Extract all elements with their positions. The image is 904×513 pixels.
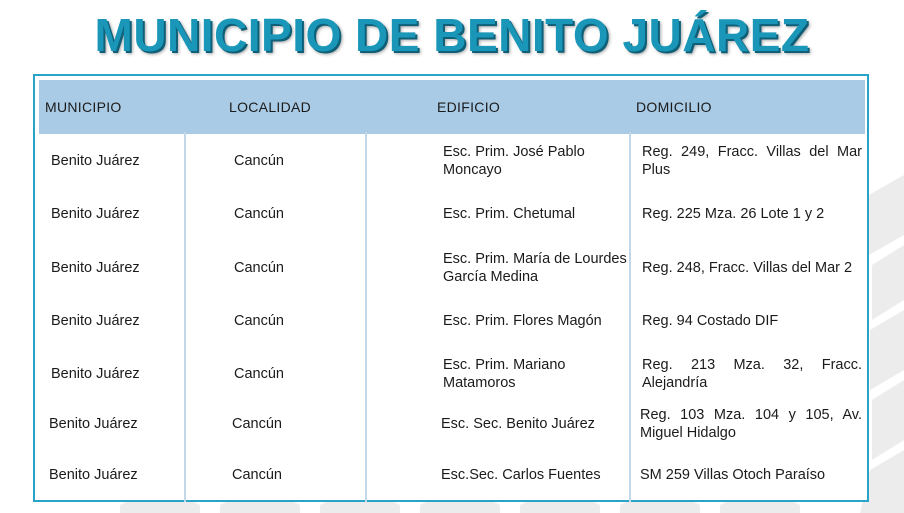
cell-edificio: Esc. Prim. José Pablo Moncayo xyxy=(443,144,585,178)
cell-localidad: Cancún xyxy=(232,467,282,483)
cell-localidad: Cancún xyxy=(234,366,284,382)
table-row xyxy=(35,296,867,346)
cell-localidad: Cancún xyxy=(234,153,284,169)
cell-localidad: Cancún xyxy=(234,313,284,329)
cell-municipio: Benito Juárez xyxy=(51,206,140,222)
cell-municipio: Benito Juárez xyxy=(49,416,138,432)
header-municipio: MUNICIPIO xyxy=(45,99,122,115)
table-header xyxy=(39,80,865,134)
table-row xyxy=(35,240,867,296)
table-row xyxy=(35,188,867,240)
cell-domicilio: Reg. 213 Mza. 32, Fracc. Alejandría xyxy=(642,357,862,391)
cell-municipio: Benito Juárez xyxy=(51,366,140,382)
header-domicilio: DOMICILIO xyxy=(636,99,712,115)
cell-localidad: Cancún xyxy=(232,416,282,432)
table-row xyxy=(35,448,867,502)
cell-domicilio: Reg. 94 Costado DIF xyxy=(642,313,779,329)
cell-municipio: Benito Juárez xyxy=(51,260,140,276)
cell-domicilio: Reg. 103 Mza. 104 y 105, Av. Miguel Hidalgo xyxy=(640,407,862,441)
cell-edificio: Esc.Sec. Carlos Fuentes xyxy=(441,467,601,483)
cell-localidad: Cancún xyxy=(234,260,284,276)
table-row xyxy=(35,134,867,188)
cell-edificio: Esc. Sec. Benito Juárez xyxy=(441,416,595,432)
cell-domicilio: Reg. 249, Fracc. Villas del Mar Plus xyxy=(642,144,862,178)
table-row xyxy=(35,402,867,446)
cell-domicilio: Reg. 225 Mza. 26 Lote 1 y 2 xyxy=(642,206,825,222)
header-edificio: EDIFICIO xyxy=(437,99,501,115)
cell-edificio: Esc. Prim. Chetumal xyxy=(443,206,576,222)
page-title: MUNICIPIO DE BENITO JUÁREZ xyxy=(94,9,810,61)
cell-edificio: Esc. Prim. Flores Magón xyxy=(443,313,602,329)
cell-localidad: Cancún xyxy=(234,206,284,222)
cell-domicilio: Reg. 248, Fracc. Villas del Mar 2 xyxy=(642,260,853,276)
table-row xyxy=(35,346,867,402)
buildings-table xyxy=(33,74,869,502)
cell-municipio: Benito Juárez xyxy=(51,153,140,169)
cell-municipio: Benito Juárez xyxy=(49,467,138,483)
cell-domicilio: SM 259 Villas Otoch Paraíso xyxy=(640,467,826,483)
cell-edificio: Esc. Prim. Mariano Matamoros xyxy=(443,357,566,391)
cell-municipio: Benito Juárez xyxy=(51,313,140,329)
header-localidad: LOCALIDAD xyxy=(229,99,312,115)
cell-edificio: Esc. Prim. María de Lourdes García Medina xyxy=(443,251,627,285)
